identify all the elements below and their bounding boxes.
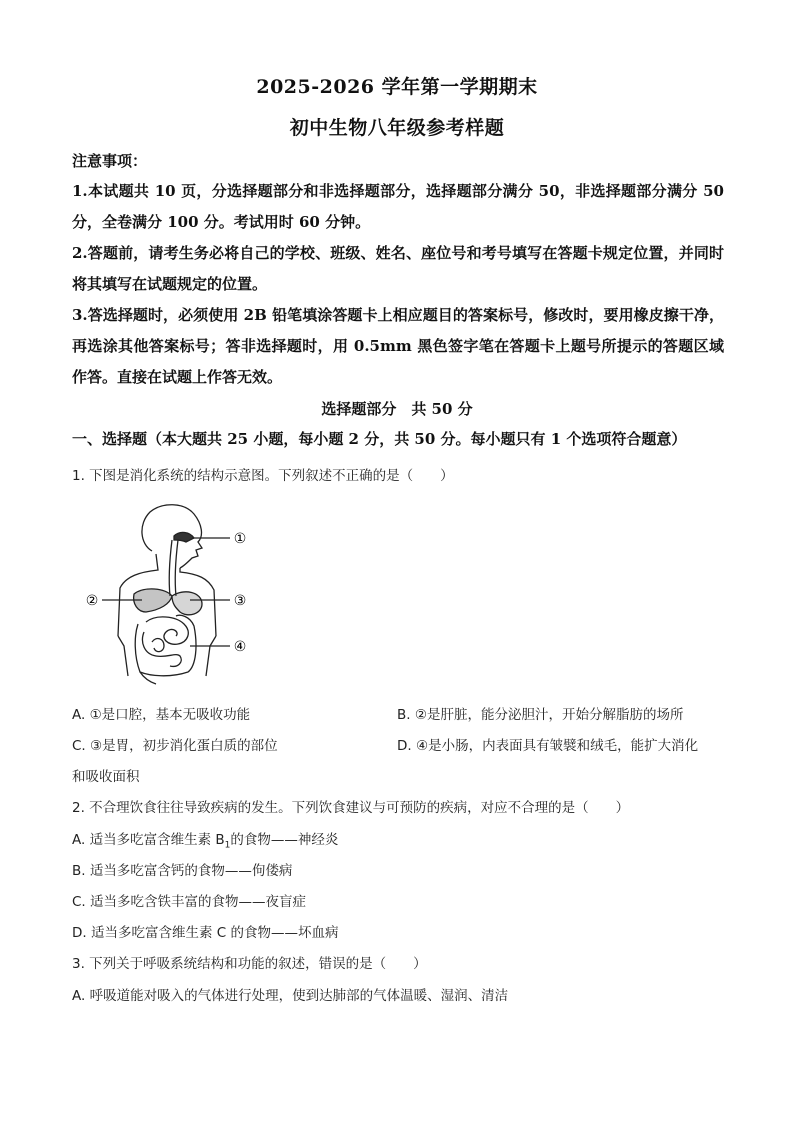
- question-1-option-d: D. ④是小肠，内表面具有皱襞和绒毛，能扩大消化: [397, 738, 699, 754]
- question-2-option-c: C. 适当多吃含铁丰富的食物——夜盲症: [72, 894, 307, 910]
- question-2-stem: 2. 不合理饮食往往导致疾病的发生。下列饮食建议与可预防的疾病，对应不合理的是（ ）: [72, 800, 630, 816]
- diagram-label-1: ①: [233, 531, 247, 547]
- diagram-label-2: ②: [85, 593, 99, 609]
- question-1-option-b: B. ②是肝脏，能分泌胆汁，开始分解脂肪的场所: [397, 707, 684, 723]
- exam-subtitle: 初中生物八年级参考样题: [289, 117, 505, 139]
- question-1-option-c: C. ③是胃，初步消化蛋白质的部位: [72, 738, 278, 754]
- question-1-option-a: A. ①是口腔，基本无吸收功能: [72, 707, 251, 723]
- notice-list: [72, 176, 724, 393]
- notice-item-1: 1.本试题共 10 页，分选择题部分和非选择题部分，选择题部分满分 50，非选择题部分满分 50 分，全卷满分 100 分。考试用时 60 分钟。: [72, 182, 724, 231]
- question-2-option-a: [72, 828, 338, 851]
- question-1-stem: 1. 下图是消化系统的结构示意图。下列叙述不正确的是（ ）: [72, 468, 454, 484]
- question-3-stem: 3. 下列关于呼吸系统结构和功能的叙述，错误的是（ ）: [72, 956, 427, 972]
- question-2-option-a-text: A. 适当多吃富含维生素 B: [72, 832, 225, 848]
- notice-item-3: 3.答选择题时，必须使用 2B 铅笔填涂答题卡上相应题目的答案标号，修改时，要用橡皮擦干净，再选涂其他答案标号；答非选择题时，用 0.5mm 黑色签字笔在答题卡上题号所提示的答题区域作答。直接在试题上作答无效。: [72, 306, 724, 386]
- part-title: 一、选择题（本大题共 25 小题，每小题 2 分，共 50 分。每小题只有 1 个选项符合题意）: [72, 430, 687, 448]
- question-2-option-d: D. 适当多吃富含维生素 C 的食物——坏血病: [72, 925, 339, 941]
- section-title: 选择题部分 共 50 分: [321, 400, 473, 418]
- question-2-option-b: B. 适当多吃富含钙的食物——佝偻病: [72, 863, 293, 879]
- question-1-option-d-continued: 和吸收面积: [72, 769, 140, 785]
- diagram-label-4: ④: [233, 639, 247, 655]
- exam-title: 2025-2026 学年第一学期期末: [256, 76, 538, 98]
- question-3-option-a: A. 呼吸道能对吸入的气体进行处理，使到达肺部的气体温暖、湿润、清洁: [72, 988, 509, 1004]
- notice-heading: 注意事项：: [72, 152, 148, 170]
- digestive-system-diagram: [80, 496, 260, 686]
- question-2-option-a-subscript: 1: [224, 840, 231, 851]
- notice-item-2: 2.答题前，请考生务必将自己的学校、班级、姓名、座位号和考号填写在答题卡规定位置，并同时将其填写在试题规定的位置。: [72, 244, 724, 293]
- diagram-label-3: ③: [233, 593, 247, 609]
- question-2-option-a-text-end: 的食物——神经炎: [230, 832, 339, 848]
